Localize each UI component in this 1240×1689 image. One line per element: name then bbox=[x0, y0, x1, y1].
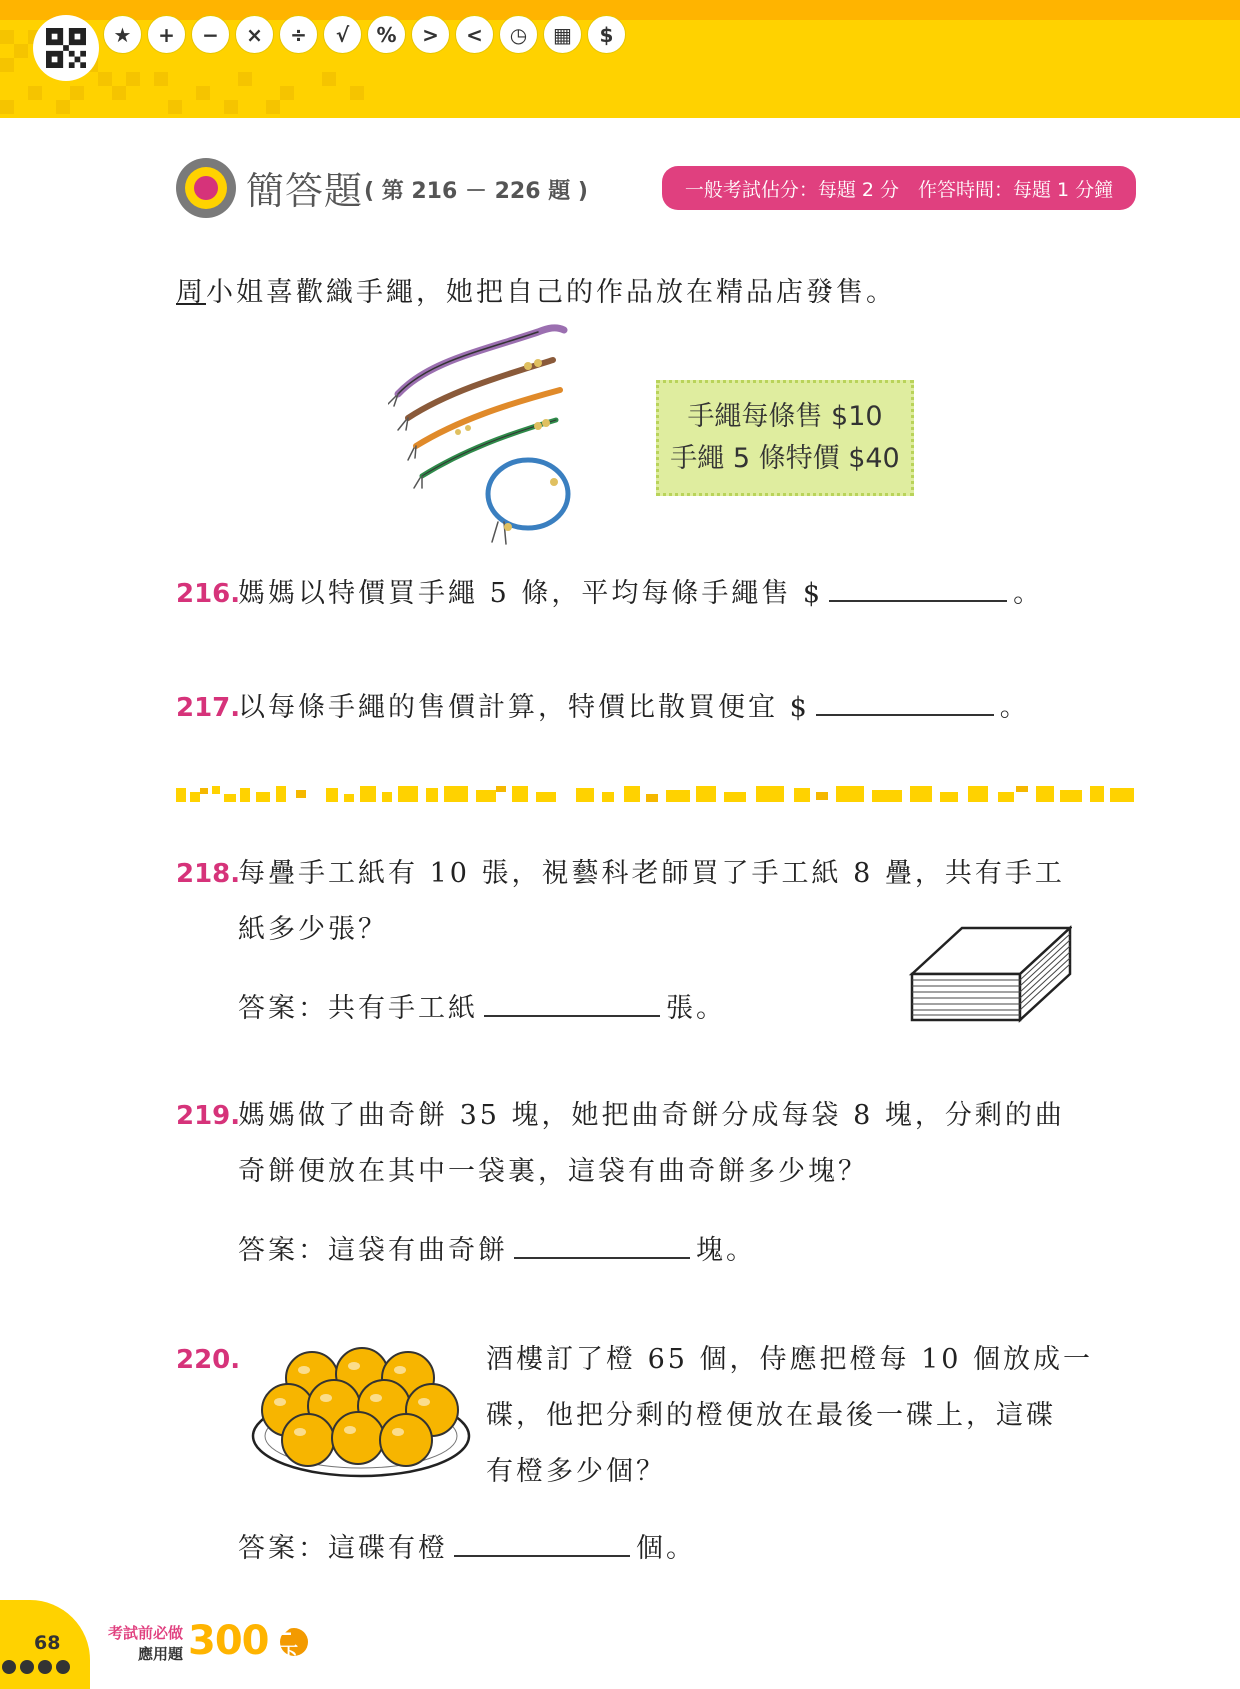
question-number: 217. bbox=[176, 693, 241, 723]
greater-than-icon: > bbox=[412, 16, 449, 53]
score-info-pill: 一般考試佔分：每題 2 分 作答時間：每題 1 分鐘 bbox=[662, 166, 1136, 210]
answer-prefix: 答案：共有手工紙 bbox=[238, 993, 478, 1024]
question-number: 216. bbox=[176, 579, 241, 609]
question-220-text bbox=[486, 1332, 1093, 1500]
volume-badge: 2下 bbox=[280, 1628, 308, 1656]
brand-line-1: 考試前必做 bbox=[108, 1624, 184, 1642]
plus-icon: + bbox=[148, 16, 185, 53]
answer-suffix: 張。 bbox=[666, 993, 726, 1024]
answer-blank[interactable] bbox=[816, 686, 994, 716]
star-icon: ★ bbox=[104, 16, 141, 53]
percent-icon: % bbox=[368, 16, 405, 53]
book-brand bbox=[108, 1618, 298, 1665]
answer-220 bbox=[238, 1526, 696, 1565]
question-line-3: 有橙多少個？ bbox=[486, 1456, 666, 1487]
answer-suffix: 塊。 bbox=[696, 1235, 756, 1266]
answer-suffix: 個。 bbox=[636, 1533, 696, 1564]
intro-text bbox=[176, 270, 896, 309]
answer-218 bbox=[238, 986, 726, 1025]
qr-code-icon[interactable] bbox=[36, 18, 96, 78]
paper-stack-illustration bbox=[908, 924, 1072, 1024]
answer-prefix: 答案：這碟有橙 bbox=[238, 1533, 448, 1564]
section-range: ( 第 216 － 226 題 ) bbox=[364, 179, 588, 204]
question-number: 219. bbox=[176, 1101, 241, 1131]
intro-name: 周 bbox=[176, 277, 206, 308]
answer-blank[interactable] bbox=[514, 1229, 690, 1259]
minus-icon: − bbox=[192, 16, 229, 53]
question-line-2: 奇餅便放在其中一袋裏，這袋有曲奇餅多少塊？ bbox=[238, 1156, 868, 1187]
bracelets-illustration bbox=[388, 322, 588, 550]
answer-blank[interactable] bbox=[484, 987, 660, 1017]
answer-blank[interactable] bbox=[829, 572, 1007, 602]
question-end: 。 bbox=[999, 692, 1030, 723]
section-heading bbox=[176, 156, 1136, 216]
question-219 bbox=[176, 1088, 1065, 1200]
question-number: 218. bbox=[176, 859, 241, 889]
page-number: 68 bbox=[34, 1632, 61, 1654]
calculator-icon: ▦ bbox=[544, 16, 581, 53]
question-text: 媽媽以特價買手繩 5 條，平均每條手繩售 $ bbox=[238, 578, 824, 609]
target-badge-icon bbox=[176, 158, 236, 218]
times-icon: × bbox=[236, 16, 273, 53]
root-icon: √ bbox=[324, 16, 361, 53]
brand-line-2: 應用題 bbox=[138, 1645, 184, 1663]
question-line-1: 每疊手工紙有 10 張，視藝科老師買了手工紙 8 疊，共有手工 bbox=[238, 858, 1065, 889]
question-line-2: 紙多少張？ bbox=[238, 914, 388, 945]
brand-number: 300 bbox=[188, 1618, 269, 1664]
answer-prefix: 答案：這袋有曲奇餅 bbox=[238, 1235, 508, 1266]
less-than-icon: < bbox=[456, 16, 493, 53]
question-number: 220. bbox=[176, 1345, 241, 1375]
intro-body: 小姐喜歡織手繩，她把自己的作品放在精品店發售。 bbox=[206, 277, 896, 308]
price-line-single: 手繩每條售 $10 bbox=[687, 401, 883, 432]
pixel-divider bbox=[176, 784, 1134, 806]
qr-pattern bbox=[46, 28, 86, 68]
question-line-2: 碟，他把分剩的橙便放在最後一碟上，這碟 bbox=[486, 1400, 1056, 1431]
footer-dots-decoration bbox=[2, 1660, 70, 1674]
answer-219 bbox=[238, 1228, 756, 1267]
question-217 bbox=[176, 680, 1030, 736]
price-info-box bbox=[656, 380, 914, 496]
math-icon-row bbox=[104, 16, 625, 53]
question-text: 以每條手繩的售價計算，特價比散買便宜 $ bbox=[238, 692, 810, 723]
clock-icon: ◷ bbox=[500, 16, 537, 53]
page-header-band bbox=[0, 0, 1240, 118]
section-title: 簡答題 bbox=[246, 169, 364, 213]
question-216 bbox=[176, 566, 1043, 622]
question-line-1: 媽媽做了曲奇餅 35 塊，她把曲奇餅分成每袋 8 塊，分剩的曲 bbox=[238, 1100, 1065, 1131]
question-line-1: 酒樓訂了橙 65 個，侍應把橙每 10 個放成一 bbox=[486, 1344, 1094, 1375]
question-end: 。 bbox=[1013, 578, 1044, 609]
answer-blank[interactable] bbox=[454, 1527, 630, 1557]
dollar-icon: $ bbox=[588, 16, 625, 53]
price-line-bundle: 手繩 5 條特價 $40 bbox=[670, 443, 900, 474]
oranges-plate-illustration bbox=[250, 1344, 472, 1480]
question-220-number bbox=[176, 1332, 241, 1388]
divide-icon: ÷ bbox=[280, 16, 317, 53]
